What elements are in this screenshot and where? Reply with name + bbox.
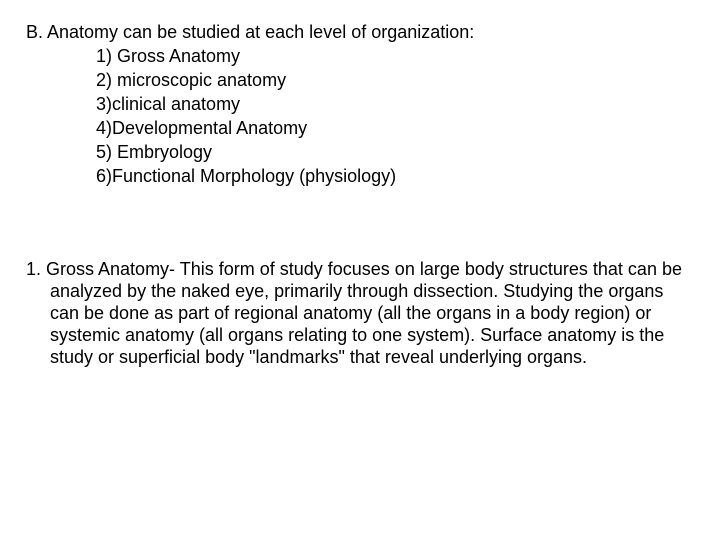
list-item: 3)clinical anatomy bbox=[96, 94, 241, 114]
list-item: 1) Gross Anatomy bbox=[96, 46, 241, 66]
list-item: 4)Developmental Anatomy bbox=[96, 118, 308, 138]
list-item: 6)Functional Morphology (physiology) bbox=[96, 166, 397, 186]
levels-of-study-section bbox=[26, 20, 706, 188]
levels-list bbox=[26, 44, 706, 188]
list-item: 2) microscopic anatomy bbox=[96, 70, 287, 90]
gross-anatomy-paragraph: 1. Gross Anatomy- This form of study focuses on large body structures that can be analyzed by the naked eye, primarily through dissection. Studying the organs can be done as part of regional anatomy (all the organs in a body region) or systemic anatomy (all organs relating to one system). Surface anatomy is the study or superficial body "landmarks" that reveal underlying organs. bbox=[26, 259, 682, 367]
levels-heading: B. Anatomy can be studied at each level of organization: bbox=[26, 22, 475, 42]
list-item: 5) Embryology bbox=[96, 142, 213, 162]
